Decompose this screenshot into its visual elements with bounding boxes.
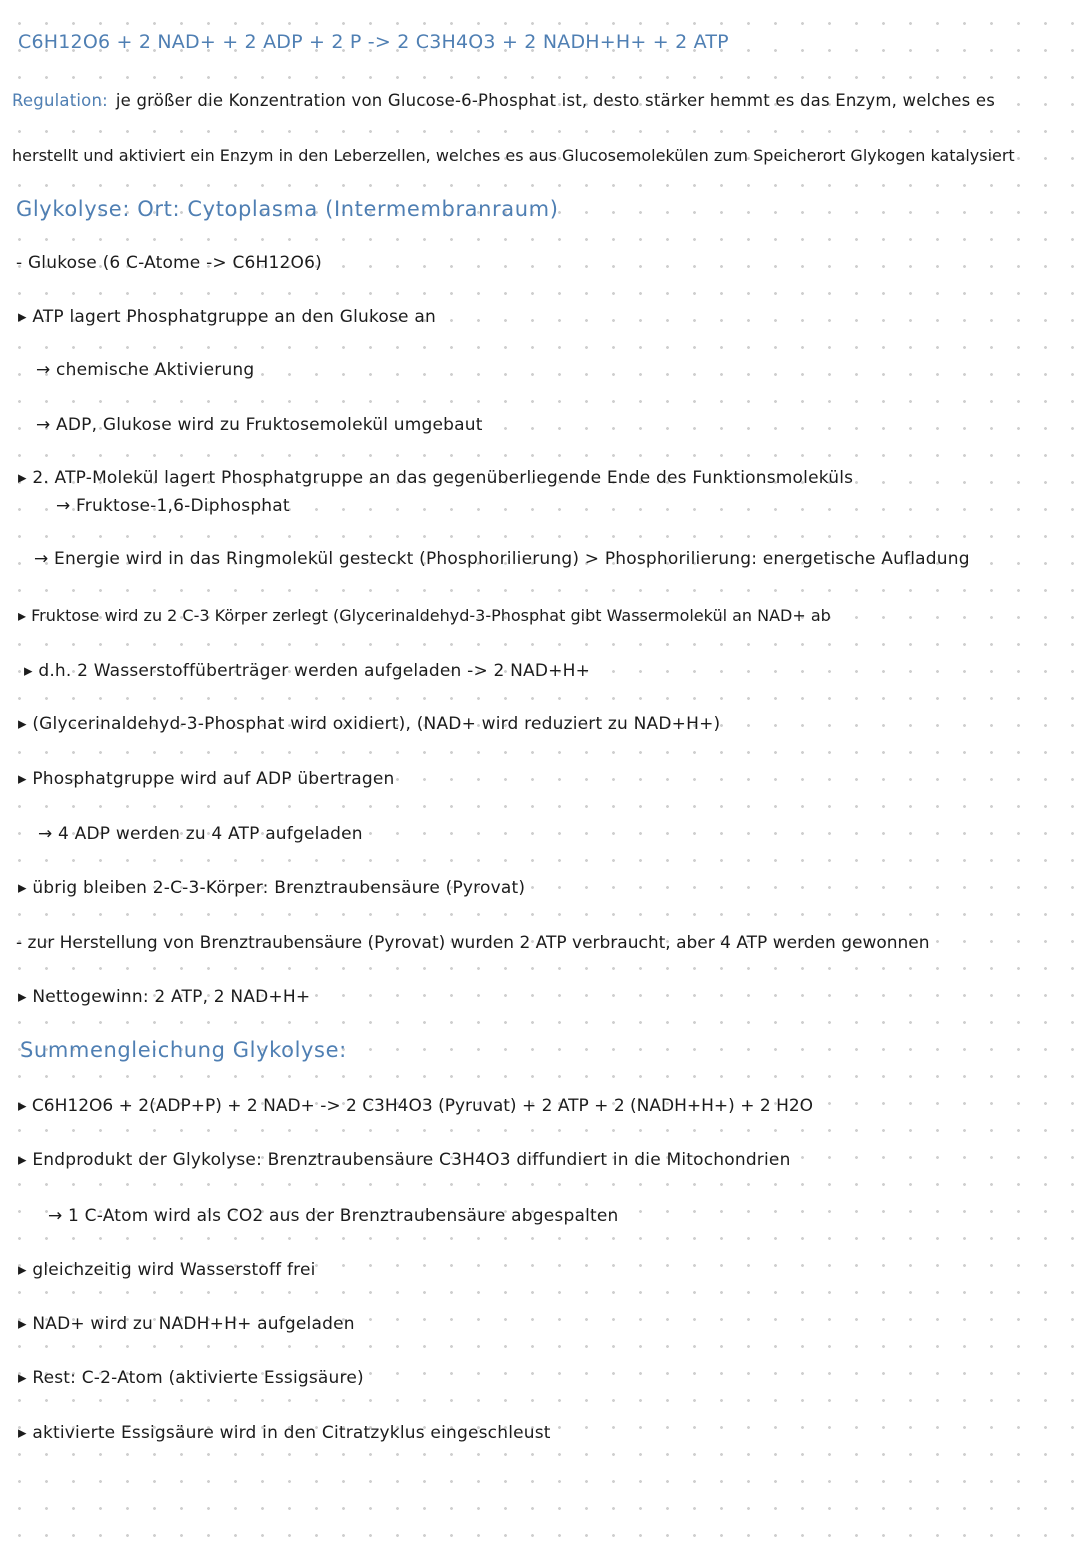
summe-heading: Summengleichung Glykolyse: [20, 1038, 347, 1062]
regulation-line-1 [12, 89, 995, 113]
note-line-1: - Glukose (6 C-Atome -> C6H12O6) [16, 253, 322, 273]
note-line-10: ▸ (Glycerinaldehyd-3-Phosphat wird oxidiert), (NAD+ wird reduziert zu NAD+H+) [18, 714, 721, 734]
note-line-19: ▸ gleichzeitig wird Wasserstoff frei [18, 1260, 316, 1280]
note-line-6: → Fruktose-1,6-Diphosphat [56, 496, 290, 516]
note-line-5: ▸ 2. ATP-Molekül lagert Phosphatgruppe an das gegenüberliegende Ende des Funktionsmoleküls [18, 468, 854, 488]
note-line-13: ▸ übrig bleiben 2-C-3-Körper: Brenztraubensäure (Pyrovat) [18, 878, 526, 898]
regulation-line-2: herstellt und aktiviert ein Enzym in den Leberzellen, welches es aus Glucosemolekülen zum Speicherort Glykogen katalysiert [12, 146, 1015, 165]
note-line-9: ▸ d.h. 2 Wasserstoffüberträger werden aufgeladen -> 2 NAD+H+ [24, 661, 591, 681]
glykolyse-heading: Glykolyse: Ort: Cytoplasma (Intermembranraum) [16, 197, 559, 221]
note-line-21: ▸ Rest: C-2-Atom (aktivierte Essigsäure) [18, 1368, 364, 1388]
note-line-7: → Energie wird in das Ringmolekül gesteckt (Phosphorilierung) > Phosphorilierung: energetische Aufladung [34, 549, 970, 569]
regulation-label: Regulation: [12, 91, 108, 110]
note-line-17: ▸ Endprodukt der Glykolyse: Brenztraubensäure C3H4O3 diffundiert in die Mitochondrien [18, 1150, 791, 1170]
equation-top: C6H12O6 + 2 NAD+ + 2 ADP + 2 P -> 2 C3H4O3 + 2 NADH+H+ + 2 ATP [18, 31, 729, 53]
note-line-11: ▸ Phosphatgruppe wird auf ADP übertragen [18, 769, 395, 789]
note-line-2: ▸ ATP lagert Phosphatgruppe an den Glukose an [18, 307, 436, 327]
note-line-16: ▸ C6H12O6 + 2(ADP+P) + 2 NAD+ -> 2 C3H4O3 (Pyruvat) + 2 ATP + 2 (NADH+H+) + 2 H2O [18, 1096, 814, 1116]
note-line-8: ▸ Fruktose wird zu 2 C-3 Körper zerlegt (Glycerinaldehyd-3-Phosphat gibt Wassermolekül an NAD+ ab [18, 606, 831, 625]
note-line-4: → ADP, Glukose wird zu Fruktosemolekül umgebaut [36, 415, 483, 435]
note-line-20: ▸ NAD+ wird zu NADH+H+ aufgeladen [18, 1314, 355, 1334]
note-line-14: - zur Herstellung von Brenztraubensäure (Pyrovat) wurden 2 ATP verbraucht, aber 4 ATP werden gewonnen [16, 933, 930, 953]
note-line-12: → 4 ADP werden zu 4 ATP aufgeladen [38, 824, 363, 844]
regulation-text-1: je größer die Konzentration von Glucose-6-Phosphat ist, desto stärker hemmt es das Enzym, welches es [115, 91, 996, 110]
note-line-3: → chemische Aktivierung [36, 360, 255, 380]
note-line-18: → 1 C-Atom wird als CO2 aus der Brenztraubensäure abgespalten [48, 1206, 619, 1226]
note-line-22: ▸ aktivierte Essigsäure wird in den Citratzyklus eingeschleust [18, 1423, 551, 1443]
note-line-15: ▸ Nettogewinn: 2 ATP, 2 NAD+H+ [18, 987, 311, 1007]
